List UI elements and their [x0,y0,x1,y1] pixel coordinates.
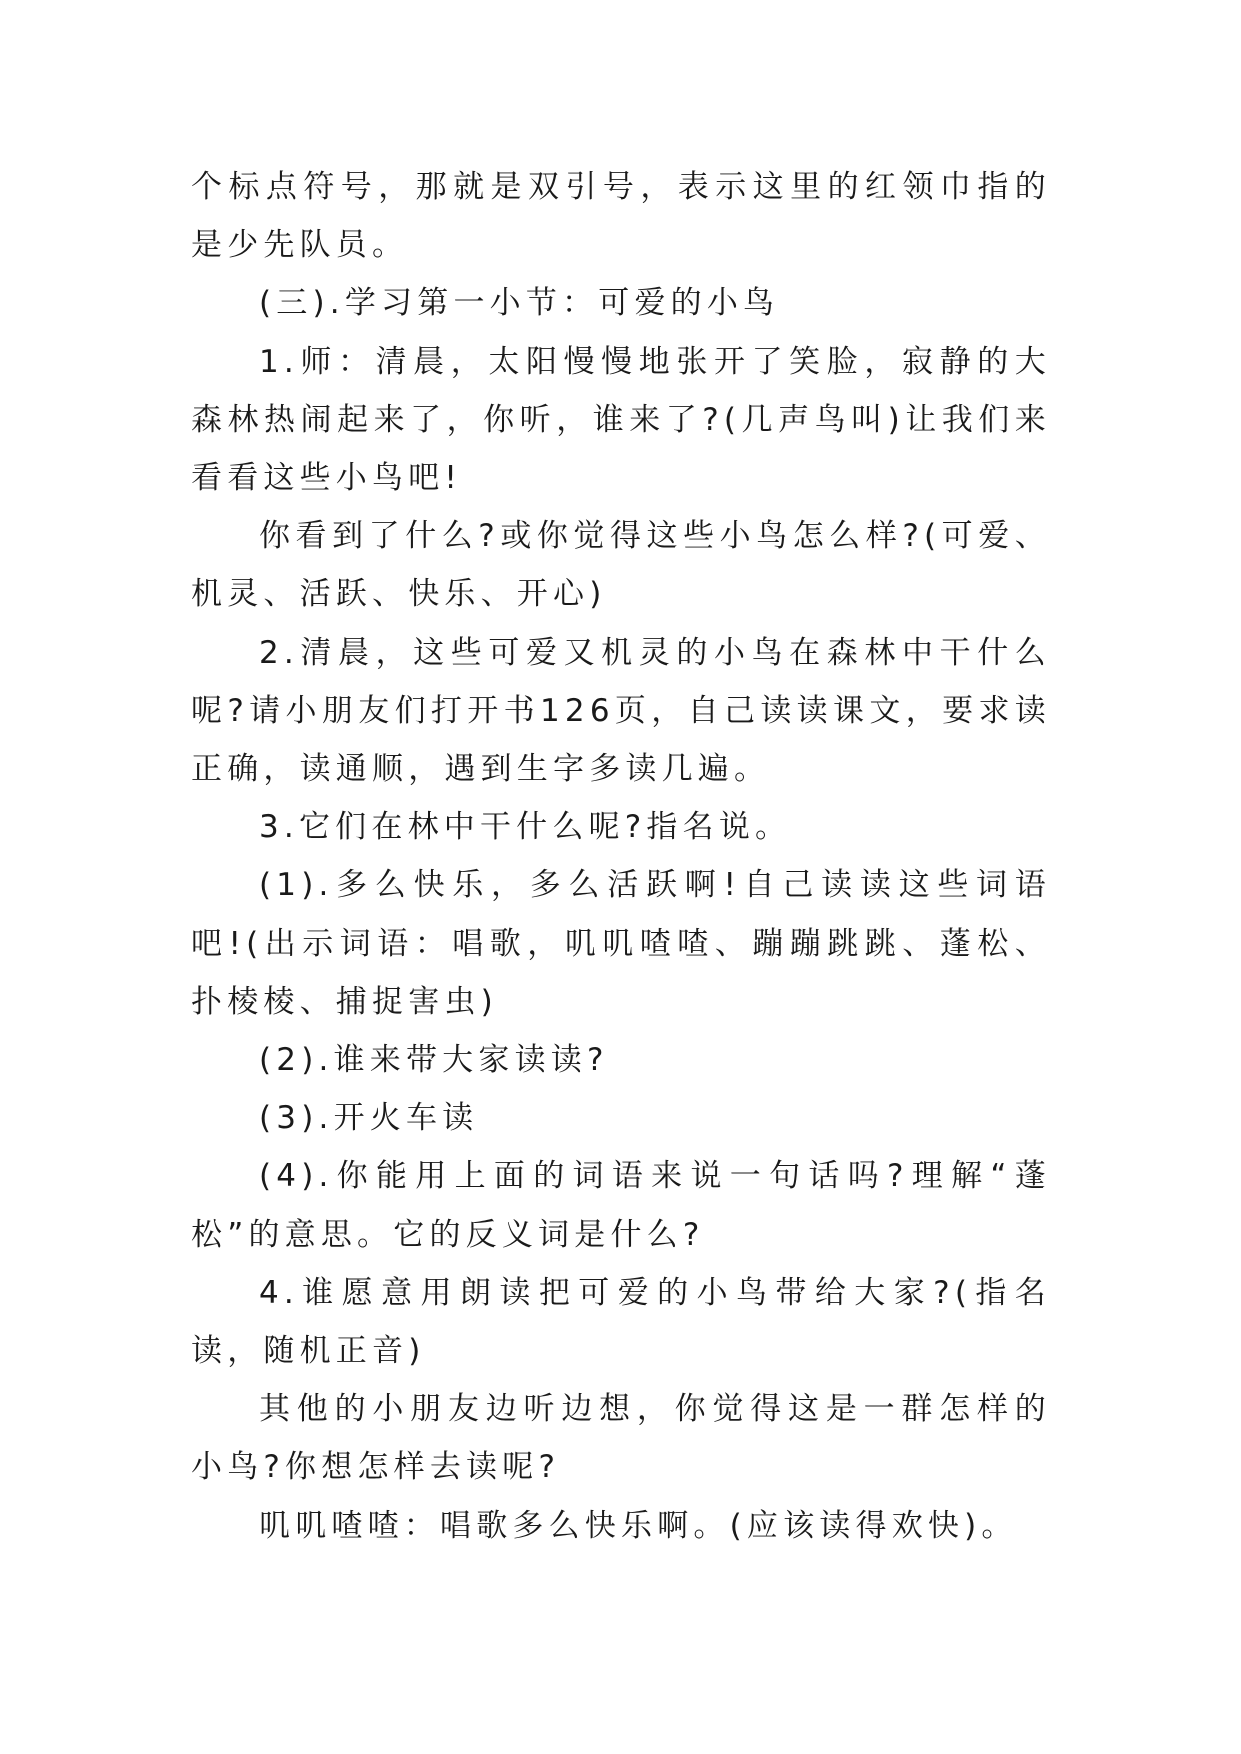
paragraph: (1).多么快乐，多么活跃啊!自己读读这些词语吧!(出示词语：唱歌，叽叽喳喳、蹦蹦跳跳、蓬松、扑棱棱、捕捉害虫) [191,867,1051,1020]
paragraph: 3.它们在林中干什么呢?指名说。 [259,809,792,846]
paragraph: (4).你能用上面的词语来说一句话吗?理解“蓬松”的意思。它的反义词是什么? [191,1158,1051,1253]
paragraph: 1.师：清晨，太阳慢慢地张开了笑脸，寂静的大森林热闹起来了，你听，谁来了?(几声鸟叫)让我们来看看这些小鸟吧! [191,343,1051,497]
paragraph: 叽叽喳喳：唱歌多么快乐啊。(应该读得欢快)。 [259,1507,1018,1544]
section-heading: (三).学习第一小节：可爱的小鸟 [259,285,780,322]
paragraph: 你看到了什么?或你觉得这些小鸟怎么样?(可爱、机灵、活跃、快乐、开心) [191,518,1051,613]
paragraph: 其他的小朋友边听边想，你觉得这是一群怎样的小鸟?你想怎样去读呢? [191,1391,1051,1486]
paragraph: 个标点符号，那就是双引号，表示这里的红领巾指的是少先队员。 [191,169,1051,264]
paragraph: (3).开火车读 [259,1100,479,1137]
paragraph: 2.清晨，这些可爱又机灵的小鸟在森林中干什么呢?请小朋友们打开书126页，自己读读课文，要求读正确，读通顺，遇到生字多读几遍。 [191,634,1051,788]
paragraph: 4.谁愿意用朗读把可爱的小鸟带给大家?(指名读，随机正音) [191,1274,1051,1370]
paragraph: (2).谁来带大家读读? [259,1042,609,1079]
document-body [191,158,1051,1555]
